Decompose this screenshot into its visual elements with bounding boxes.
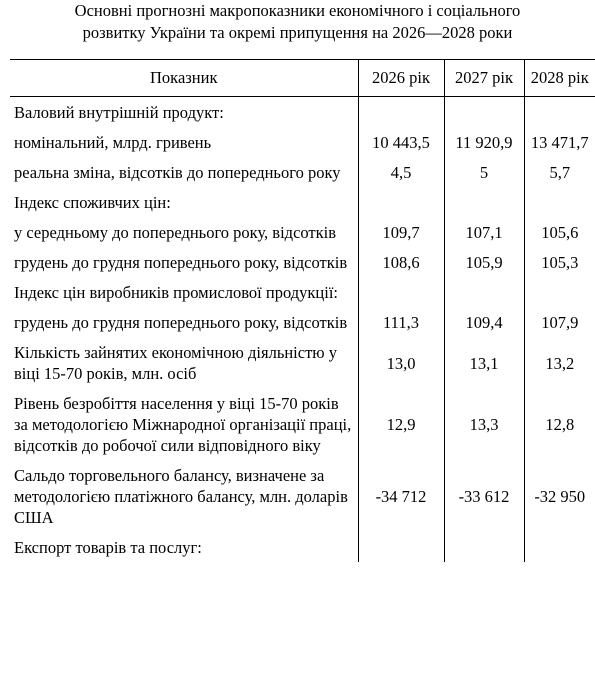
cell-2027 (444, 277, 524, 307)
cell-2026 (358, 97, 444, 128)
cell-2027 (444, 97, 524, 128)
table-row (10, 97, 595, 128)
cell-2027 (444, 187, 524, 217)
cell-2026: 10 443,5 (358, 127, 444, 157)
cell-2027: 107,1 (444, 217, 524, 247)
table-row (10, 307, 595, 337)
cell-2028: 107,9 (524, 307, 595, 337)
cell-2028: 5,7 (524, 157, 595, 187)
table-row (10, 157, 595, 187)
macro-indicators-table (10, 59, 595, 562)
cell-2026: 4,5 (358, 157, 444, 187)
document-title (0, 0, 595, 44)
table-row (10, 247, 595, 277)
row-label: Кількість зайнятих економічною діяльністю у віці 15-70 років, млн. осіб (14, 343, 337, 383)
cell-2026 (358, 532, 444, 562)
table-row (10, 217, 595, 247)
cell-2028: 105,6 (524, 217, 595, 247)
header-2027: 2027 рік (444, 60, 524, 97)
cell-2028: 105,3 (524, 247, 595, 277)
table-row (10, 388, 595, 460)
title-line-1: Основні прогнозні макропоказники економічного і соціального (74, 1, 521, 20)
cell-2028 (524, 532, 595, 562)
cell-2027: 109,4 (444, 307, 524, 337)
cell-2026: 109,7 (358, 217, 444, 247)
cell-2026 (358, 187, 444, 217)
table-row (10, 532, 595, 562)
row-label: Індекс споживчих цін: (14, 193, 171, 212)
table-row (10, 460, 595, 532)
cell-2027 (444, 532, 524, 562)
cell-2028 (524, 187, 595, 217)
header-2028: 2028 рік (524, 60, 595, 97)
cell-2026: 108,6 (358, 247, 444, 277)
header-2026: 2026 рік (358, 60, 444, 97)
cell-2026 (358, 277, 444, 307)
header-indicator: Показник (10, 60, 358, 97)
table-row (10, 277, 595, 307)
cell-2027: 105,9 (444, 247, 524, 277)
table-row (10, 337, 595, 388)
cell-2028 (524, 97, 595, 128)
row-label: грудень до грудня попереднього року, відсотків (14, 313, 348, 332)
row-label: Рівень безробіття населення у віці 15-70 років за методологією Міжнародної організації праці, відсотків до робочої сили відповідного віку (14, 394, 352, 455)
row-label: номінальний, млрд. гривень (14, 133, 212, 152)
row-label: у середньому до попереднього року, відсотків (14, 223, 337, 242)
title-line-2: розвитку України та окремі припущення на 2026—2028 роки (82, 23, 513, 42)
cell-2028: 12,8 (524, 388, 595, 460)
cell-2027: -33 612 (444, 460, 524, 532)
cell-2027: 5 (444, 157, 524, 187)
cell-2026: 13,0 (358, 337, 444, 388)
row-label: Сальдо торговельного балансу, визначене за методологією платіжного балансу, млн. доларів США (14, 466, 348, 527)
cell-2027: 11 920,9 (444, 127, 524, 157)
table-header-row (10, 60, 595, 97)
row-label: реальна зміна, відсотків до попереднього року (14, 163, 341, 182)
cell-2028: 13 471,7 (524, 127, 595, 157)
cell-2026: 111,3 (358, 307, 444, 337)
row-label: Експорт товарів та послуг: (14, 538, 202, 557)
cell-2026: -34 712 (358, 460, 444, 532)
cell-2026: 12,9 (358, 388, 444, 460)
cell-2028 (524, 277, 595, 307)
table-row (10, 127, 595, 157)
cell-2027: 13,1 (444, 337, 524, 388)
table-row (10, 187, 595, 217)
row-label: грудень до грудня попереднього року, відсотків (14, 253, 348, 272)
cell-2028: 13,2 (524, 337, 595, 388)
cell-2028: -32 950 (524, 460, 595, 532)
cell-2027: 13,3 (444, 388, 524, 460)
row-label: Індекс цін виробників промислової продукції: (14, 283, 338, 302)
row-label: Валовий внутрішній продукт: (14, 103, 224, 122)
